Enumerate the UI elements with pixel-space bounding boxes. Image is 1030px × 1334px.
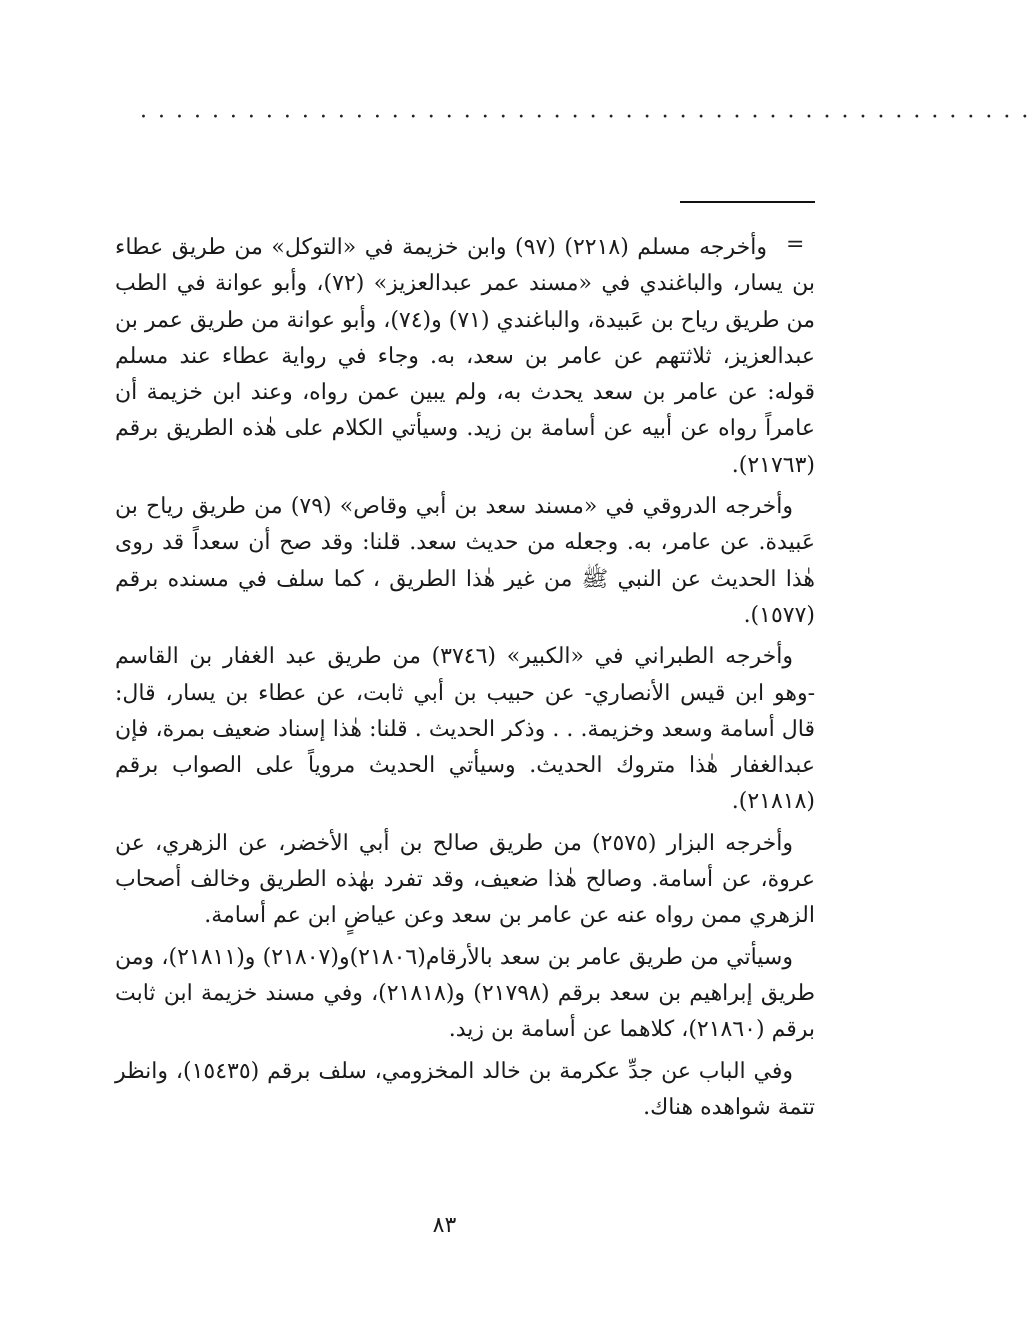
footnote-rule [680, 201, 815, 203]
footnote-text [115, 230, 815, 1131]
paragraph-muslim: وأخرجه مسلم (٢٢١٨) (٩٧) وابن خزيمة في «التوكل» من طريق عطاء بن يسار، والباغندي في «مسند عمر عبدالعزيز» (٧٢)، وأبو عوانة في الطب من طريق رياح بن عَبيدة، والباغندي (٧١) و(٧٤)، وأبو عوانة من طريق عمر بن عبدالعزيز، ثلاثتهم عن عامر بن سعد، به. وجاء في رواية عطاء عند مسلم قوله: عن عامر بن سعد يحدث به، ولم يبين عمن رواه، وعند ابن خزيمة أن عامراً رواه عن أبيه عن أسامة بن زيد. وسيأتي الكلام على هٰذه الطريق برقم (٢١٧٦٣). [115, 235, 815, 478]
continuation-mark: = [786, 232, 805, 257]
page-number: ٨٣ [432, 1213, 457, 1238]
paragraph-dawraqi: وأخرجه الدروقي في «مسند سعد بن أبي وقاص» (٧٩) من طريق رياح بن عَبيدة. عن عامر، به. وجعله من حديث سعد. قلنا: وقد صح أن سعداً قد روى هٰذا الحديث عن النبي ﷺ من غير هٰذا الطريق ، كما سلف في مسنده برقم (١٥٧٧). [115, 494, 815, 628]
paragraph-bazzar: وأخرجه البزار (٢٥٧٥) من طريق صالح بن أبي الأخضر، عن الزهري، عن عروة، عن أسامة. وصالح هٰذا ضعيف، وقد تفرد بهٰذه الطريق وخالف أصحاب الزهري ممن رواه عنه عن عامر بن سعد وعن عياضٍ ابن عم أسامة. [115, 830, 815, 929]
paragraph-tabarani: وأخرجه الطبراني في «الكبير» (٣٧٤٦) من طريق عبد الغفار بن القاسم -وهو ابن قيس الأنصاري- عن حبيب بن أبي ثابت، عن عطاء بن يسار، قال: قال أسامة وسعد وخزيمة. . . وذكر الحديث . قلنا: هٰذا إسناد ضعيف بمرة، فإن عبدالغفار هٰذا متروك الحديث. وسيأتي الحديث مروياً على الصواب برقم (٢١٨١٨). [115, 644, 815, 815]
paragraph-chapter-note: وفي الباب عن جدِّ عكرمة بن خالد المخزومي، سلف برقم (١٥٤٣٥)، وانظر تتمة شواهده هناك. [115, 1058, 815, 1120]
dotted-separator: · · · · · · · · · · · · · · · · · · · · · · · · · · · · · · · · · · · · · · · · · · · · · · · · · · [140, 105, 1030, 130]
paragraph-cross-references: وسيأتي من طريق عامر بن سعد بالأرقام(٢١٨٠٦)و(٢١٨٠٧) و(٢١٨١١)، ومن طريق إبراهيم بن سعد برقم (٢١٧٩٨) و(٢١٨١٨)، وفي مسند خزيمة ابن ثابت برقم (٢١٨٦٠)، كلاهما عن أسامة بن زيد. [115, 944, 815, 1043]
